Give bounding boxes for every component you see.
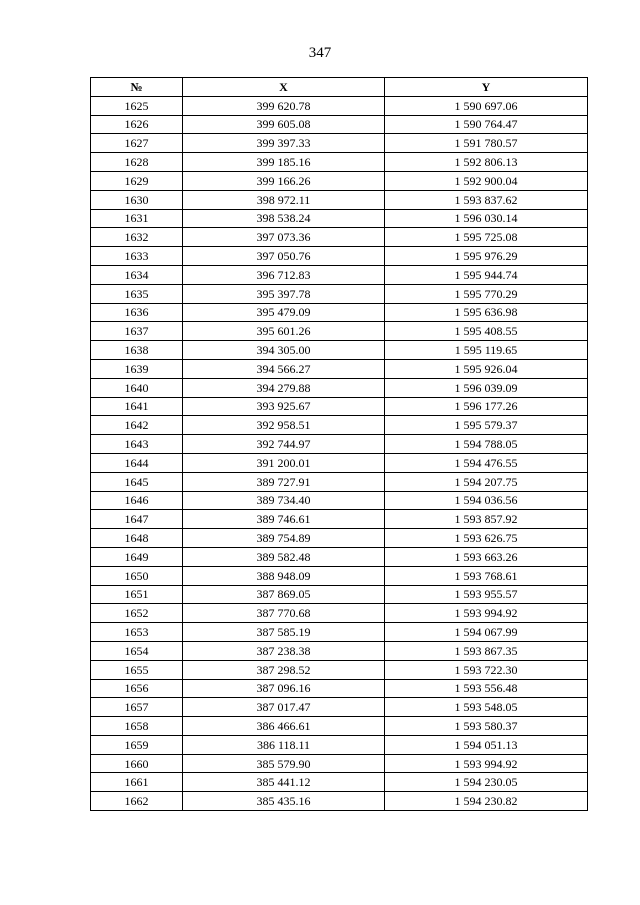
cell-number: 1635 <box>91 284 183 303</box>
cell-x: 392 744.97 <box>183 435 385 454</box>
coordinates-table <box>90 77 588 811</box>
cell-y: 1 595 579.37 <box>385 416 588 435</box>
cell-x: 395 601.26 <box>183 322 385 341</box>
cell-x: 385 579.90 <box>183 754 385 773</box>
cell-number: 1627 <box>91 134 183 153</box>
cell-number: 1638 <box>91 341 183 360</box>
cell-x: 399 620.78 <box>183 96 385 115</box>
cell-number: 1628 <box>91 153 183 172</box>
cell-x: 399 397.33 <box>183 134 385 153</box>
cell-x: 389 734.40 <box>183 491 385 510</box>
header-y: Y <box>385 78 588 97</box>
cell-x: 399 605.08 <box>183 115 385 134</box>
table-row <box>91 604 588 623</box>
cell-number: 1662 <box>91 792 183 811</box>
cell-x: 391 200.01 <box>183 453 385 472</box>
cell-y: 1 591 780.57 <box>385 134 588 153</box>
cell-x: 393 925.67 <box>183 397 385 416</box>
cell-number: 1655 <box>91 660 183 679</box>
cell-number: 1652 <box>91 604 183 623</box>
table-row <box>91 679 588 698</box>
table-row <box>91 660 588 679</box>
table-row <box>91 322 588 341</box>
cell-number: 1633 <box>91 247 183 266</box>
table-row <box>91 717 588 736</box>
cell-x: 388 948.09 <box>183 566 385 585</box>
table-row <box>91 491 588 510</box>
table-row <box>91 134 588 153</box>
table-row <box>91 453 588 472</box>
cell-y: 1 594 788.05 <box>385 435 588 454</box>
cell-x: 387 238.38 <box>183 641 385 660</box>
cell-number: 1629 <box>91 171 183 190</box>
cell-y: 1 593 994.92 <box>385 754 588 773</box>
table-row <box>91 547 588 566</box>
cell-number: 1634 <box>91 265 183 284</box>
cell-x: 387 017.47 <box>183 698 385 717</box>
cell-x: 386 118.11 <box>183 735 385 754</box>
cell-y: 1 594 476.55 <box>385 453 588 472</box>
header-number: № <box>91 78 183 97</box>
table-row <box>91 623 588 642</box>
cell-x: 397 073.36 <box>183 228 385 247</box>
header-x: X <box>183 78 385 97</box>
cell-x: 389 754.89 <box>183 529 385 548</box>
cell-y: 1 593 626.75 <box>385 529 588 548</box>
cell-y: 1 594 230.05 <box>385 773 588 792</box>
cell-y: 1 592 806.13 <box>385 153 588 172</box>
cell-y: 1 596 030.14 <box>385 209 588 228</box>
table-row <box>91 641 588 660</box>
cell-y: 1 593 580.37 <box>385 717 588 736</box>
header-row <box>91 78 588 97</box>
cell-x: 389 746.61 <box>183 510 385 529</box>
cell-x: 387 585.19 <box>183 623 385 642</box>
table-row <box>91 171 588 190</box>
cell-number: 1646 <box>91 491 183 510</box>
cell-x: 396 712.83 <box>183 265 385 284</box>
cell-y: 1 594 230.82 <box>385 792 588 811</box>
cell-y: 1 595 636.98 <box>385 303 588 322</box>
cell-number: 1645 <box>91 472 183 491</box>
cell-number: 1649 <box>91 547 183 566</box>
cell-y: 1 594 207.75 <box>385 472 588 491</box>
cell-y: 1 595 119.65 <box>385 341 588 360</box>
cell-number: 1632 <box>91 228 183 247</box>
cell-y: 1 595 926.04 <box>385 359 588 378</box>
cell-x: 389 582.48 <box>183 547 385 566</box>
table-row <box>91 510 588 529</box>
cell-number: 1661 <box>91 773 183 792</box>
cell-x: 389 727.91 <box>183 472 385 491</box>
table-row <box>91 96 588 115</box>
cell-y: 1 593 556.48 <box>385 679 588 698</box>
cell-y: 1 593 722.30 <box>385 660 588 679</box>
table-row <box>91 341 588 360</box>
cell-number: 1647 <box>91 510 183 529</box>
cell-number: 1641 <box>91 397 183 416</box>
cell-number: 1660 <box>91 754 183 773</box>
cell-y: 1 593 867.35 <box>385 641 588 660</box>
cell-y: 1 593 994.92 <box>385 604 588 623</box>
cell-y: 1 595 976.29 <box>385 247 588 266</box>
cell-x: 394 279.88 <box>183 378 385 397</box>
cell-number: 1644 <box>91 453 183 472</box>
table-row <box>91 792 588 811</box>
cell-number: 1637 <box>91 322 183 341</box>
cell-x: 399 185.16 <box>183 153 385 172</box>
cell-y: 1 595 944.74 <box>385 265 588 284</box>
cell-number: 1648 <box>91 529 183 548</box>
cell-x: 386 466.61 <box>183 717 385 736</box>
cell-number: 1625 <box>91 96 183 115</box>
cell-y: 1 596 177.26 <box>385 397 588 416</box>
cell-x: 387 869.05 <box>183 585 385 604</box>
cell-x: 399 166.26 <box>183 171 385 190</box>
cell-number: 1657 <box>91 698 183 717</box>
cell-y: 1 593 548.05 <box>385 698 588 717</box>
cell-y: 1 594 051.13 <box>385 735 588 754</box>
table-row <box>91 228 588 247</box>
cell-y: 1 590 764.47 <box>385 115 588 134</box>
cell-number: 1639 <box>91 359 183 378</box>
cell-number: 1658 <box>91 717 183 736</box>
table-row <box>91 303 588 322</box>
table-row <box>91 585 588 604</box>
table-row <box>91 397 588 416</box>
table-row <box>91 265 588 284</box>
table-row <box>91 284 588 303</box>
cell-y: 1 595 770.29 <box>385 284 588 303</box>
cell-y: 1 596 039.09 <box>385 378 588 397</box>
cell-number: 1650 <box>91 566 183 585</box>
cell-number: 1654 <box>91 641 183 660</box>
table-row <box>91 190 588 209</box>
cell-x: 385 435.16 <box>183 792 385 811</box>
table-row <box>91 247 588 266</box>
cell-x: 387 770.68 <box>183 604 385 623</box>
cell-x: 398 972.11 <box>183 190 385 209</box>
cell-x: 385 441.12 <box>183 773 385 792</box>
cell-number: 1656 <box>91 679 183 698</box>
cell-y: 1 593 837.62 <box>385 190 588 209</box>
cell-y: 1 592 900.04 <box>385 171 588 190</box>
cell-x: 387 096.16 <box>183 679 385 698</box>
cell-number: 1651 <box>91 585 183 604</box>
table-row <box>91 529 588 548</box>
cell-number: 1630 <box>91 190 183 209</box>
cell-number: 1631 <box>91 209 183 228</box>
cell-x: 387 298.52 <box>183 660 385 679</box>
table-header <box>91 78 588 97</box>
cell-y: 1 593 955.57 <box>385 585 588 604</box>
cell-y: 1 593 663.26 <box>385 547 588 566</box>
cell-x: 395 397.78 <box>183 284 385 303</box>
table-row <box>91 153 588 172</box>
cell-number: 1659 <box>91 735 183 754</box>
table-row <box>91 735 588 754</box>
table-row <box>91 754 588 773</box>
table-row <box>91 359 588 378</box>
cell-x: 398 538.24 <box>183 209 385 228</box>
cell-x: 392 958.51 <box>183 416 385 435</box>
cell-number: 1640 <box>91 378 183 397</box>
cell-x: 394 305.00 <box>183 341 385 360</box>
table-row <box>91 209 588 228</box>
cell-number: 1643 <box>91 435 183 454</box>
cell-x: 394 566.27 <box>183 359 385 378</box>
cell-y: 1 593 857.92 <box>385 510 588 529</box>
table-row <box>91 566 588 585</box>
table-row <box>91 378 588 397</box>
cell-y: 1 595 408.55 <box>385 322 588 341</box>
table-row <box>91 416 588 435</box>
table-row <box>91 115 588 134</box>
cell-y: 1 590 697.06 <box>385 96 588 115</box>
cell-number: 1636 <box>91 303 183 322</box>
cell-number: 1642 <box>91 416 183 435</box>
table-row <box>91 698 588 717</box>
cell-x: 397 050.76 <box>183 247 385 266</box>
cell-number: 1653 <box>91 623 183 642</box>
cell-y: 1 594 067.99 <box>385 623 588 642</box>
table-row <box>91 472 588 491</box>
cell-x: 395 479.09 <box>183 303 385 322</box>
cell-y: 1 594 036.56 <box>385 491 588 510</box>
cell-y: 1 595 725.08 <box>385 228 588 247</box>
table-row <box>91 435 588 454</box>
page-number: 347 <box>308 45 332 61</box>
cell-number: 1626 <box>91 115 183 134</box>
table-row <box>91 773 588 792</box>
table-body <box>91 96 588 810</box>
cell-y: 1 593 768.61 <box>385 566 588 585</box>
